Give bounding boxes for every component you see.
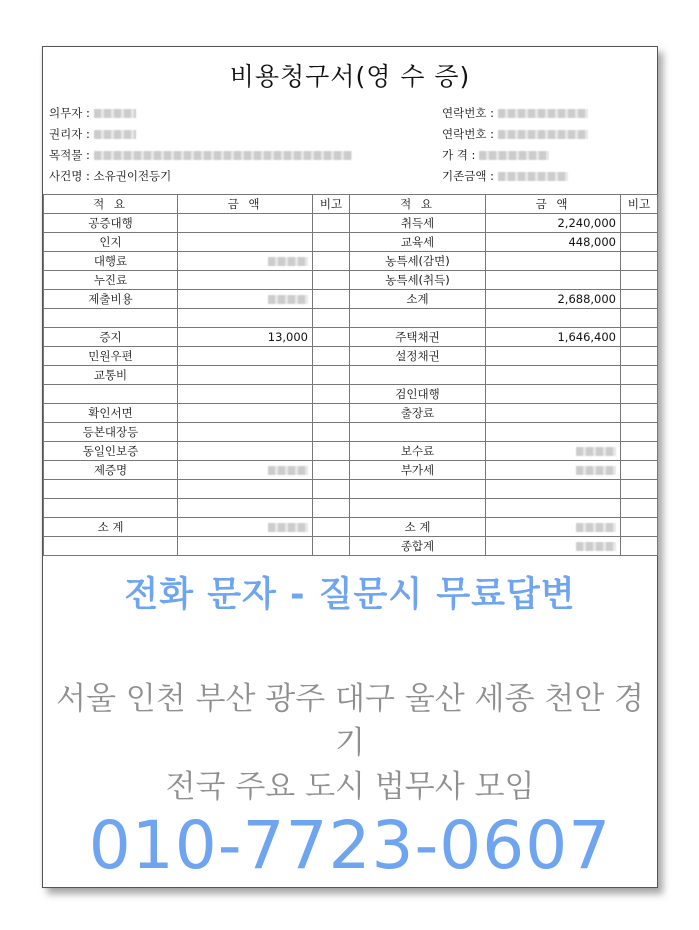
cell-item: 농특세(감면) — [350, 252, 486, 271]
cell-amount: 448,000 — [486, 233, 621, 252]
info-value: 소유권이전등기 — [93, 169, 172, 183]
cell-amount — [486, 499, 621, 518]
ad-cities — [43, 677, 657, 809]
info-case-name — [49, 166, 352, 187]
cost-table — [43, 194, 658, 556]
table-row — [44, 328, 658, 347]
cell-item: 종합계 — [350, 537, 486, 556]
cell-amount — [486, 423, 621, 442]
cell-note — [313, 499, 350, 518]
cell-amount — [486, 366, 621, 385]
table-row — [44, 214, 658, 233]
cell-item: 민원우편 — [44, 347, 178, 366]
info-left — [49, 103, 352, 187]
table-row — [44, 461, 658, 480]
cell-item: 대행료 — [44, 252, 178, 271]
cell-amount — [178, 461, 313, 480]
info-contact-1 — [442, 103, 588, 124]
table-row — [44, 537, 658, 556]
cell-item — [350, 309, 486, 328]
cell-item: 소 계 — [44, 518, 178, 537]
cell-note — [621, 385, 658, 404]
cell-item: 증지 — [44, 328, 178, 347]
header-note: 비고 — [621, 195, 658, 214]
cell-item: 확인서면 — [44, 404, 178, 423]
cell-item — [350, 499, 486, 518]
cell-item — [44, 309, 178, 328]
cell-item — [44, 499, 178, 518]
cell-note — [313, 366, 350, 385]
cell-item: 주택채권 — [350, 328, 486, 347]
cell-amount — [178, 423, 313, 442]
table-row — [44, 518, 658, 537]
cell-note — [621, 537, 658, 556]
cell-note — [621, 347, 658, 366]
redacted-amount — [576, 447, 616, 456]
cell-amount — [486, 347, 621, 366]
redacted-amount — [576, 466, 616, 475]
document-title: 비용청구서(영 수 증) — [229, 62, 471, 91]
cell-note — [621, 404, 658, 423]
cell-amount — [178, 233, 313, 252]
cell-item: 등본대장등 — [44, 423, 178, 442]
cell-amount: 2,240,000 — [486, 214, 621, 233]
ad-national-line: 전국 주요 도시 법무사 모임 — [165, 769, 535, 805]
cell-amount — [486, 309, 621, 328]
cell-note — [313, 290, 350, 309]
ad-phone-number[interactable]: 010-7723-0607 — [88, 807, 612, 884]
cell-note — [313, 347, 350, 366]
redacted-value — [94, 151, 352, 160]
cell-amount — [178, 442, 313, 461]
table-row — [44, 385, 658, 404]
table-row — [44, 442, 658, 461]
redacted-amount — [576, 523, 616, 532]
cell-amount: 1,646,400 — [486, 328, 621, 347]
table-header-row — [44, 195, 658, 214]
cell-note — [621, 290, 658, 309]
cell-item: 검인대행 — [350, 385, 486, 404]
cell-item — [44, 480, 178, 499]
cell-item: 보수료 — [350, 442, 486, 461]
cell-note — [621, 252, 658, 271]
cell-note — [313, 309, 350, 328]
table-row — [44, 404, 658, 423]
cell-item: 농특세(취득) — [350, 271, 486, 290]
cell-amount — [486, 518, 621, 537]
cell-amount — [178, 252, 313, 271]
cell-note — [621, 423, 658, 442]
cell-amount — [178, 271, 313, 290]
cell-note — [621, 309, 658, 328]
cell-note — [313, 537, 350, 556]
cell-note — [313, 461, 350, 480]
header-item: 적 요 — [44, 195, 178, 214]
cell-item — [44, 385, 178, 404]
cell-item: 부가세 — [350, 461, 486, 480]
cell-item — [350, 423, 486, 442]
info-label: 가 격 : — [442, 148, 476, 162]
cell-item: 교육세 — [350, 233, 486, 252]
table-row — [44, 347, 658, 366]
cell-amount — [178, 214, 313, 233]
redacted-amount — [268, 523, 308, 532]
cell-note — [621, 366, 658, 385]
info-label: 기존금액 : — [442, 169, 494, 183]
cell-note — [621, 461, 658, 480]
cell-amount — [178, 385, 313, 404]
cell-note — [313, 442, 350, 461]
cell-amount — [486, 461, 621, 480]
info-label: 의무자 : — [49, 106, 90, 120]
cell-amount: 13,000 — [178, 328, 313, 347]
cell-item — [44, 537, 178, 556]
redacted-value — [498, 172, 568, 181]
cell-note — [313, 214, 350, 233]
table-row — [44, 423, 658, 442]
cell-amount — [178, 366, 313, 385]
cell-note — [313, 233, 350, 252]
cell-amount — [178, 347, 313, 366]
cell-amount — [486, 252, 621, 271]
cell-amount — [486, 385, 621, 404]
cell-item: 출장료 — [350, 404, 486, 423]
cell-note — [313, 423, 350, 442]
cell-note — [621, 271, 658, 290]
cell-note — [313, 252, 350, 271]
cell-note — [313, 480, 350, 499]
info-creditor — [49, 124, 352, 145]
info-label: 연락번호 : — [442, 127, 494, 141]
cell-item: 제증명 — [44, 461, 178, 480]
cell-note — [621, 480, 658, 499]
cell-amount — [178, 480, 313, 499]
cell-note — [313, 328, 350, 347]
redacted-value — [498, 130, 588, 139]
info-label: 목적물 : — [49, 148, 90, 162]
cell-note — [621, 518, 658, 537]
cell-item: 설정채권 — [350, 347, 486, 366]
redacted-value — [498, 109, 588, 118]
cell-note — [313, 271, 350, 290]
cell-note — [621, 214, 658, 233]
cell-item: 제출비용 — [44, 290, 178, 309]
cell-amount: 2,688,000 — [486, 290, 621, 309]
cell-item: 취득세 — [350, 214, 486, 233]
cell-amount — [486, 404, 621, 423]
cell-amount — [178, 518, 313, 537]
cell-note — [313, 404, 350, 423]
cell-item: 소 계 — [350, 518, 486, 537]
cell-amount — [178, 537, 313, 556]
cell-note — [621, 442, 658, 461]
info-existing-amount — [442, 166, 588, 187]
redacted-value — [94, 130, 136, 139]
info-label: 연락번호 : — [442, 106, 494, 120]
cell-amount — [178, 309, 313, 328]
redacted-amount — [268, 295, 308, 304]
table-row — [44, 233, 658, 252]
info-right — [442, 103, 588, 187]
cell-item: 소계 — [350, 290, 486, 309]
redacted-amount — [268, 466, 308, 475]
cell-amount — [486, 271, 621, 290]
ad-cities-line: 서울 인천 부산 광주 대구 울산 세종 천안 경기 — [56, 681, 644, 761]
cell-note — [621, 499, 658, 518]
table-body — [44, 214, 658, 556]
info-debtor — [49, 103, 352, 124]
info-contact-2 — [442, 124, 588, 145]
info-price — [442, 145, 588, 166]
cell-amount — [486, 442, 621, 461]
header-amount: 금 액 — [486, 195, 621, 214]
table-row — [44, 366, 658, 385]
redacted-value — [479, 151, 549, 160]
cell-item: 인지 — [44, 233, 178, 252]
cell-amount — [178, 290, 313, 309]
cell-amount — [178, 404, 313, 423]
cell-note — [313, 385, 350, 404]
cell-note — [621, 233, 658, 252]
cell-item: 교통비 — [44, 366, 178, 385]
header-note: 비고 — [313, 195, 350, 214]
redacted-amount — [576, 542, 616, 551]
header-item: 적 요 — [350, 195, 486, 214]
cell-item — [350, 480, 486, 499]
invoice-paper — [42, 46, 658, 888]
ad-headline: 전화 문자 - 질문시 무료답변 — [124, 575, 576, 615]
cell-item — [350, 366, 486, 385]
info-property — [49, 145, 352, 166]
cell-item: 공증대행 — [44, 214, 178, 233]
table-row — [44, 252, 658, 271]
cell-amount — [178, 499, 313, 518]
cell-note — [313, 518, 350, 537]
cell-amount — [486, 537, 621, 556]
table-row — [44, 309, 658, 328]
cell-amount — [486, 480, 621, 499]
info-label: 사건명 : — [49, 169, 90, 183]
table-row — [44, 271, 658, 290]
cell-note — [621, 328, 658, 347]
redacted-amount — [268, 257, 308, 266]
table-row — [44, 290, 658, 309]
table-row — [44, 480, 658, 499]
redacted-value — [94, 109, 136, 118]
info-label: 권리자 : — [49, 127, 90, 141]
cell-item: 누진료 — [44, 271, 178, 290]
cell-item: 동일인보증 — [44, 442, 178, 461]
table-row — [44, 499, 658, 518]
header-amount: 금 액 — [178, 195, 313, 214]
